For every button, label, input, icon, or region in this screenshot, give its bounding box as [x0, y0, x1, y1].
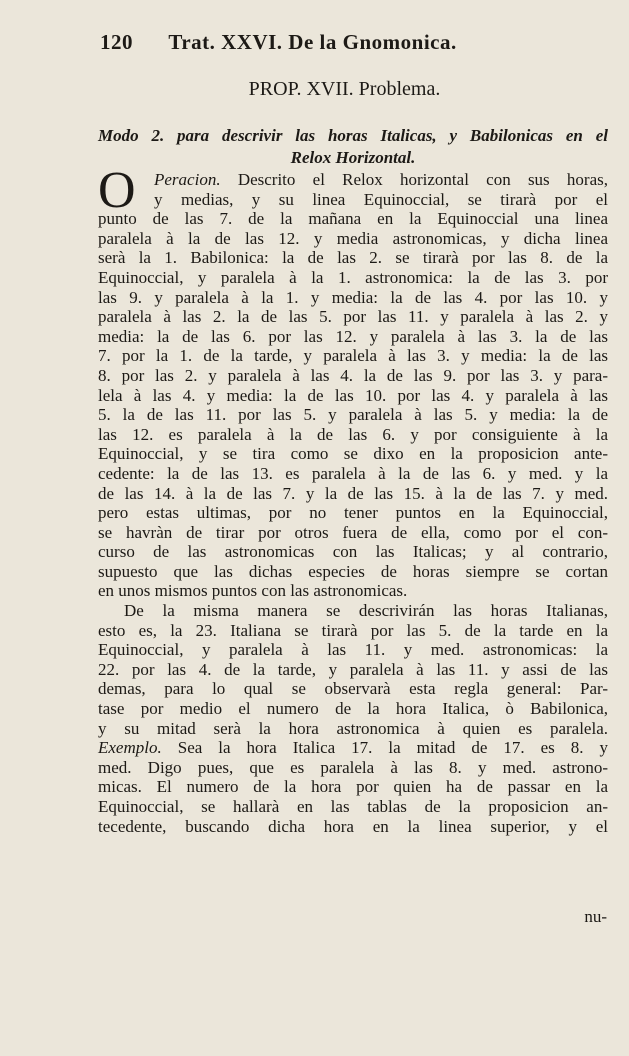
text-line: las 9. y paralela à la 1. y media: la de las 4. por las 10. y: [98, 287, 608, 307]
text-line: micas. El numero de la hora por quien ha de passar en la: [98, 777, 608, 797]
text-line: 7. por la 1. de la tarde, y paralela à las 3. y media: la de las: [98, 346, 608, 366]
text-line: cedente: la de las 13. es paralela à la de las 6. y med. y la: [98, 463, 608, 483]
page-number: 120: [100, 30, 133, 54]
text-line: esto es, la 23. Italiana se tirarà por las 5. de la tarde en la: [98, 620, 608, 640]
text-line: demas, para lo qual se observarà esta regla general: Par-: [98, 679, 608, 699]
proposition-title: PROP. XVII. Problema.: [248, 78, 441, 100]
text-line: paralela à la de las 12. y media astronomicas, y dicha linea: [98, 228, 608, 248]
text-line: pero estas ultimas, por no tener puntos en la Equinoccial,: [98, 503, 608, 523]
text-line: Equinoccial, se hallarà en las tablas de la proposicion an-: [98, 797, 608, 816]
text-line: supuesto que las dichas especies de horas siempre se cortan: [98, 561, 608, 581]
text-line: se havràn de tirar por otros fuera de ella, como por el con-: [98, 522, 608, 542]
text-line: en unos mismos puntos con las astronomicas.: [98, 581, 408, 601]
text-line: las 12. es paralela à la de las 6. y por consiguiente à la: [98, 424, 608, 444]
catchword: nu-: [584, 907, 607, 926]
drop-capital: O: [98, 162, 136, 219]
text-line: paralela à las 2. la de las 5. por las 11. y paralela à las 2. y: [98, 307, 608, 327]
section-subtitle: [98, 125, 608, 169]
text-line: 8. por las 2. y paralela à las 4. la de las 9. por las 3. y para-: [98, 365, 608, 385]
text-line: lela à las 4. y media: la de las 10. por las 4. y paralela à las: [98, 385, 608, 405]
text-line: Peracion. Descrito el Relox horizontal con sus horas,: [154, 170, 608, 189]
text-line: y su mitad serà la hora astronomica à quien es paralela.: [98, 718, 608, 738]
text-line: Equinoccial, y se tira como se dixo en la proposicion ante-: [98, 444, 608, 464]
body-text: [98, 162, 609, 836]
text-line: med. Digo pues, que es paralela à las 8. y med. astrono-: [98, 757, 608, 777]
subtitle-line-2: Relox Horizontal.: [290, 148, 416, 167]
text-line: Equinoccial, y paralela à la 1. astronomica: la de las 3. por: [98, 267, 608, 287]
text-line: de las 14. à la de las 7. y la de las 15. à la de las 7. y med.: [98, 483, 608, 503]
text-line: 22. por las 4. de la tarde, y paralela à las 11. y assi de las: [98, 659, 608, 679]
text-line: Equinoccial, y paralela à las 11. y med. astronomicas: la: [98, 640, 608, 660]
text-line: tecedente, buscando dicha hora en la linea superior, y el: [98, 816, 608, 836]
text-line: tase por medio el numero de la hora Italica, ò Babilonica,: [98, 699, 608, 719]
text-line: punto de las 7. de la mañana en la Equinoccial una linea: [98, 209, 608, 229]
text-line: 5. la de las 11. por las 5. y paralela à las 5. y media: la de: [98, 405, 608, 425]
text-line: Exemplo. Sea la hora Italica 17. la mitad de 17. es 8. y: [98, 738, 609, 758]
subtitle-line-1: Modo 2. para descrivir las horas Italicas, y Babilonicas en el: [98, 126, 608, 145]
text-line: media: la de las 6. por las 12. y paralela à las 3. la de las: [98, 326, 608, 346]
example-label: Exemplo.: [98, 738, 162, 758]
running-header: [100, 30, 580, 55]
lead-word: Peracion.: [154, 170, 221, 189]
text-line: De la misma manera se descrivirán las horas Italianas,: [124, 601, 608, 621]
text-line: y medias, y su linea Equinoccial, se tirarà por el: [154, 189, 608, 209]
text-line: curso de las astronomicas con las Italicas; y al contrario,: [98, 542, 608, 562]
running-title: Trat. XXVI. De la Gnomonica.: [168, 30, 457, 54]
text-line: serà la 1. Babilonica: la de las 2. se tirarà por las 8. de la: [98, 248, 608, 268]
